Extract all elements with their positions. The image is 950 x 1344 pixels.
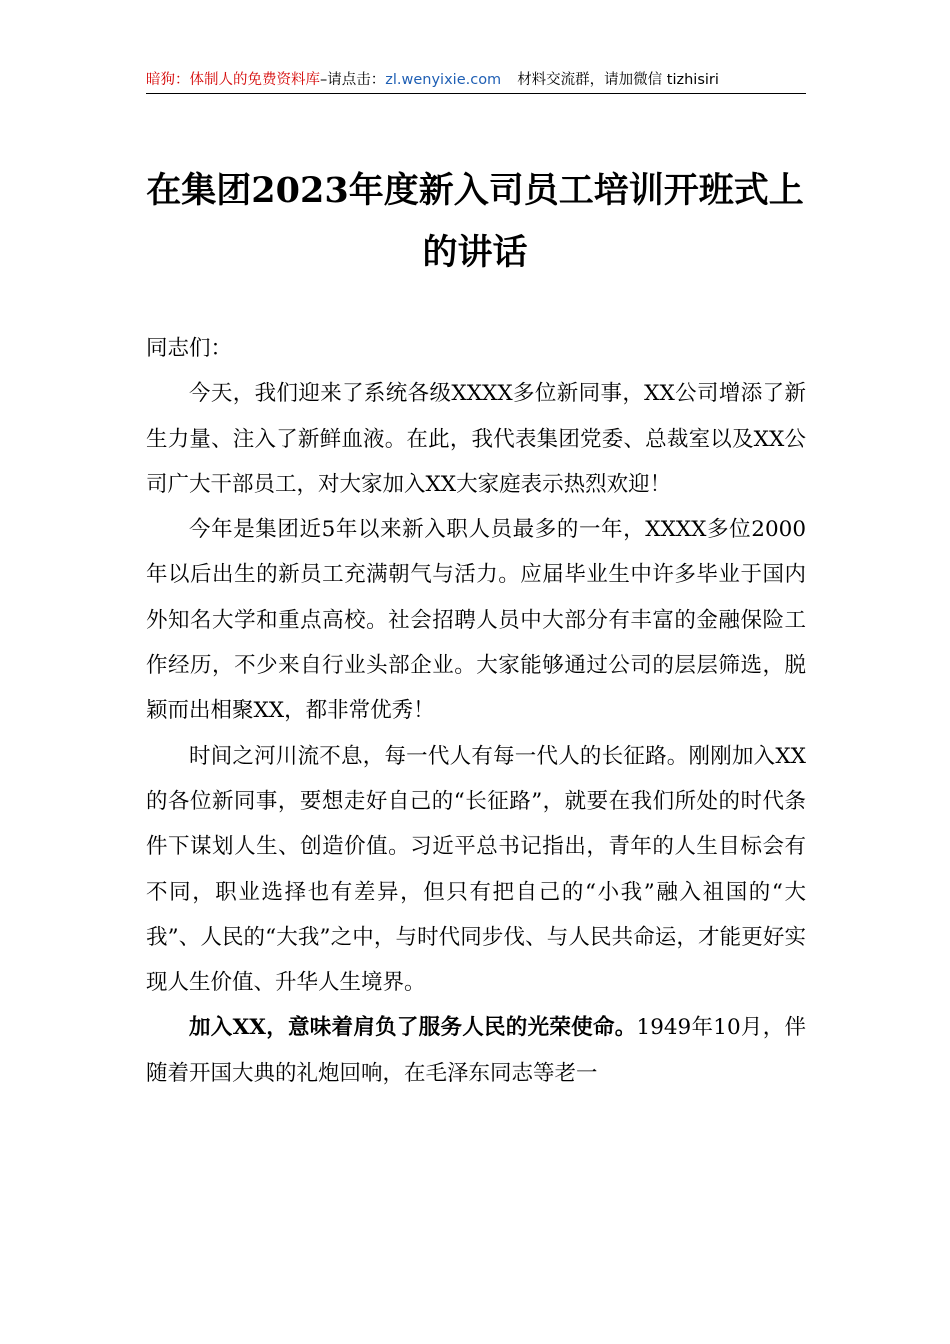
paragraph-4 [146,1005,806,1096]
header-wechat-note: 材料交流群，请加微信 tizhisiri [517,72,719,88]
paragraph-1: 今天，我们迎来了系统各级XXXX多位新同事，XX公司增添了新生力量、注入了新鲜血液。在此，我代表集团党委、总裁室以及XX公司广大干部员工，对大家加入XX大家庭表示热烈欢迎！ [146,381,806,497]
paragraph-3: 时间之河川流不息，每一代人有每一代人的长征路。刚刚加入XX的各位新同事，要想走好自己的“长征路”，就要在我们所处的时代条件下谋划人生、创造价值。习近平总书记指出，青年的人生目标会有不同，职业选择也有差异，但只有把自己的“小我”融入祖国的“大我”、人民的“大我”之中，与时代同步伐、与人民共命运，才能更好实现人生价值、升华人生境界。 [146,743,806,996]
header-brand: 暗狗：体制人的免费资料库 [146,72,320,88]
document-body [146,326,806,1096]
paragraph-4-bold-lead: 加入XX，意味着肩负了服务人民的光荣使命。 [189,1015,637,1041]
greeting: 同志们： [146,336,233,361]
header-url-link[interactable]: zl.wenyixie.com [385,72,502,88]
header-click-prefix: –请点击： [320,72,386,88]
paragraph-4-text: 1949年10月，伴随着开国大典的礼炮回响，在毛泽东同志等老一 [146,1015,806,1086]
document-title: 在集团2023年度新入司员工培训开班式上的讲话 [146,170,804,273]
page-header [146,70,806,94]
paragraph-2: 今年是集团近5年以来新入职人员最多的一年，XXXX多位2000年以后出生的新员工充满朝气与活力。应届毕业生中许多毕业于国内外知名大学和重点高校。社会招聘人员中大部分有丰富的金融保险工作经历，不少来自行业头部企业。大家能够通过公司的层层筛选，脱颖而出相聚XX，都非常优秀！ [146,517,806,724]
